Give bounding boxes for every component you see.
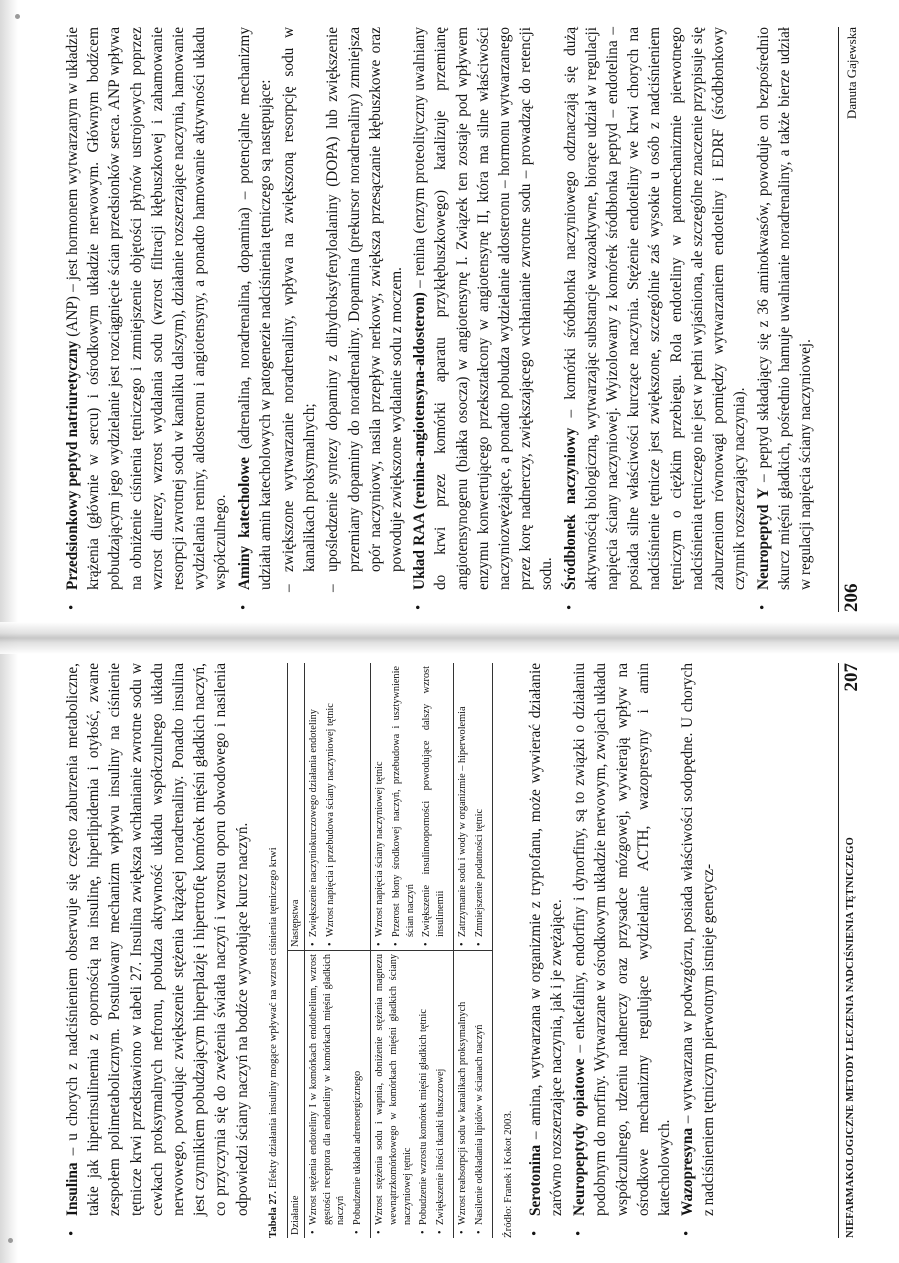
insulin-paragraph [62,663,253,1238]
dash-item [322,27,407,612]
action-cell [304,951,370,1239]
paragraph-text: – enkefaliny, endorfiny i dynorfiny, są to związki o działaniu podobnym do morfiny. Wytwarzane w ośrodkowym układzie nerwowym, zwojach układu współczulnego, rdzeniu nadnerczy oraz przysadce mózgowej, wywierają wpływ na ośrodkowe mechanizmy regulujące wydzielanie ACTH, wazopresyny i amin katecholowych. [571,662,674,1216]
table-row [454,663,493,1238]
insulin-text: – u chorych z nadciśnieniem obserwuje się często zaburzenia metaboliczne, takie jak hiperinsulinemia z opornością na insulinę, hiperlipidemia i otyłość, zwane zespołem polimetabolicznym. Postulowany mechanizm wpływu insuliny na ciśnienie tętnicze krwi przedstawiono w tabeli 27. Insulina zwiększa wchłanianie zwrotne sodu w cewkach proksymalnych nefronu, pobudza aktywność układu współczulnego układu nerwowego, powodując zwiększenie stężenia krążącej noradrenaliny. Ponadto insulina jest czynnikiem pobudzającym hiperplazję i hipertrofię komórek mięśni gładkich naczyń, co przyczynia się do zwężenia światła naczyń i wzrostu oporu obwodowego i nasilenia odpowiedzi ściany naczyń na bodźce wywołujące kurcz naczyń. [64,663,251,1216]
right-page-footer [838,663,864,1238]
paragraph-text: – wytwarzana w podwzgórzu, posiada właściwości sodopędne. U chorych z nadciśnieniem tętniczym pierwotnym istnieje genetycz- [679,663,718,1216]
table-caption [263,663,284,1238]
table-row [371,663,454,1238]
paragraph-text: – amina, wytwarzana w organizmie z tryptofanu, może wywierać działanie zarówno rozszerzające naczynia, jak i je zwężające. [526,663,565,1216]
table-source: Źródło: Franek i Kokot 2003. [501,1110,514,1238]
book-gutter-shadow [0,622,899,654]
effect-item: • Zmniejszenie podatności tętnic [473,666,487,937]
term-bold: Neuropeptyd Y [754,487,772,590]
effect-item: • Przerost błony środkowej naczyń, przebudowa i usztywnienie ścian naczyń [390,666,418,937]
header-effect: Następstwa [288,663,305,951]
term-bold: Wazopresyna [679,1127,697,1216]
paragraph-text: zwiększone wytwarzanie noradrenaliny, wpływa na zwiększoną resorpcję sodu w kanalikach proksymalnych; [280,27,319,572]
effects-table [287,663,493,1238]
action-item: • Wzrost stężenia endoteliny I w komórkach endothelium, wzrost gęstości receptora dla endoteliny w komórkach mięśni gładkich naczyń [307,954,348,1225]
action-item: • Wzrost reabsorpcji sodu w kanalikach proksymalnych [456,954,470,1225]
term-bold: Przedsionkowy peptyd natriuretyczny [64,340,81,590]
bullet-paragraph [560,27,751,612]
scan-speck [15,14,20,19]
effect-item: • Zatrzymanie sodu i wody w organizmie – hiperwolemia [456,666,470,937]
insulin-term: Insulina [64,1162,81,1216]
action-item: • Nasilenie odkładania lipidów w ścianach naczyń [473,954,487,1225]
paragraph-text: – peptyd składający się z 36 aminokwasów, powoduje on bezpośrednio skurcz mięśni gładkich, pośrednio hamuje uwalnianie noradrenaliny, a także bierze udział w regulacji napięcia ściany naczyniowej. [754,27,814,590]
term-bold: Śródbłonek naczyniowy [561,427,579,590]
bullet-paragraph [409,27,557,612]
left-page-paragraphs [62,27,816,612]
action-cell [371,951,454,1239]
table-row [304,663,370,1238]
effect-item: • Zwiększenie naczyniokurczowego działania endoteliny [307,666,321,937]
bullet-paragraph [569,663,675,1238]
paragraph-text: – komórki śródbłonka naczyniowego odznaczają się dużą aktywnością biologiczną, wytwarzając substancje wazoaktywne, biorące udział w regulacji napięcia ściany naczyniowej. Wyizolowany z komórek śródbłonka peptyd – endotelina – posiada silne właściwości kurczące naczynia. Stężenie endoteliny we krwi chorych na nadciśnienie tętnicze jest zwiększone, szczególnie zaś wysokie u osób z nadciśnieniem tętniczym o ciężkim przebiegu. Rola endoteliny w patomechanizmie pierwotnego nadciśnienia tętniczego nie jest w pełni wyjaśniona, ale szczególne znaczenie przypisuje się zaburzeniom równowagi pomiędzy wytwarzaniem endoteliny i EDRF (śródbłonkowy czynnik rozszerzający naczynia). [561,27,749,590]
term-bold: Neuropeptydy opiatowe [571,1058,589,1216]
left-page-footer [838,27,864,612]
paragraph-text: (ANP) – jest hormonem wytwarzanym w układzie krążenia (głównie w sercu) i ośrodkowym układzie nerwowym. Głównym bodźcem pobudzającym jego wydzielanie jest rozciągnięcie ścian przedsionków serca. ANP wpływa na obniżenie ciśnienia tętniczego i zmniejszenie objętości płynów ustrojowych poprzez wzrost diurezy, wzrost wydalania sodu (wzrost filtracji kłębuszkowej i zahamowanie resorpcji zwrotnej sodu w kanaliku dalszym), działanie rozszerzające naczynia, hamowanie wydzielania reniny, aldosteronu i angiotensyny, a ponadto hamowanie aktywności układu współczulnego. [64,27,230,590]
page-206 [62,27,862,612]
table-caption-text: Efekty działania insuliny mogące wpływać na wzrost ciśnienia tętniczego krwi [266,847,279,1191]
term-bold: Układ RAA (renina-angiotensyna-aldosteron) [411,292,429,590]
effect-cell [371,663,454,951]
bullet-paragraph [753,27,817,612]
action-item: • Wzrost stężenia sodu i wapnia, obniżenie stężenia magnezu wewnątrzkomórkowego w komórkach mięśni gładkich ściany naczyniowej tętnic [373,954,414,1225]
page-207 [62,663,862,1238]
paragraph-text: (adrenalina, noradrenalina, dopamina) – potencjalne mechanizmy udziału amin katecholowych w patogenezie nadciśnienia tętniczego są następujące: [235,27,274,590]
bullet-paragraph [525,663,567,1238]
table-caption-label: Tabela 27. [266,1191,279,1238]
effect-cell [454,663,493,951]
bullet-paragraph [62,27,232,612]
left-page-body [62,27,832,612]
running-head: NIEFARMAKOLOGICZNE METODY LECZENIA NADCIŚNIENIA TĘTNICZEGO [845,837,856,1238]
page-number: 207 [841,663,862,692]
action-cell [454,951,493,1239]
dash-item [278,27,320,612]
paragraph-text: – renina (enzym proteolityczny uwalniany do krwi przez komórki aparatu przykłębuszkowego) katalizuje przemianę angiotensynogenu (białka osocza) w angiotensynę I. Związek ten zostaje pod wpływem enzymu konwertującego przekształcony w angiotensynę II, która ma silne właściwości naczyniozwężające, a ponadto pobudza wydzielanie aldosteronu – hormonu wytwarzanego przez korę nadnerczy, zwiększającego wchłanianie zwrotne sodu – prowadząc do retencji sodu. [411,27,556,590]
bullet-paragraph [677,663,719,1238]
term-bold: Aminy katecholowe [235,457,253,590]
effect-item: • Wzrost napięcia i przebudowa ściany naczyniowej tętnic [324,666,338,937]
header-action: Działanie [288,951,305,1239]
scan-speck [8,1238,13,1243]
page-number: 206 [841,583,862,612]
effect-item: • Zwiększenie insulinooporności powodujące dalszy wzrost insulinemii [420,666,448,937]
right-page-body [62,663,832,1238]
bullet-paragraph [234,27,276,612]
author-name: Danuta Gajewska [844,27,859,120]
term-bold: Serotonina [526,1144,544,1216]
paragraph-text: upośledzenie syntezy dopaminy z dihydroksyfenyloalaniny (DOPA) lub zwiększenie przemiany dopaminy do noradrenaliny. Dopamina (prekursor noradrenaliny) zmniejsza opór naczyniowy, nasila przepływ nerkowy, zwiększa przesączanie kłębuszkowe oraz powoduje zwiększone wydalanie sodu z moczem. [324,27,406,572]
action-item: • Pobudzenie układu adrenoergicznego [351,954,365,1225]
table-27 [263,663,519,1238]
effect-cell [304,663,370,951]
action-item: • Zwiększenie ilości tkanki tłuszczowej [434,954,448,1225]
action-item: • Pobudzenie wzrostu komórek mięśni gładkich tętnic [417,954,431,1225]
effect-item: • Wzrost napięcia ściany naczyniowej tętnic [373,666,387,937]
